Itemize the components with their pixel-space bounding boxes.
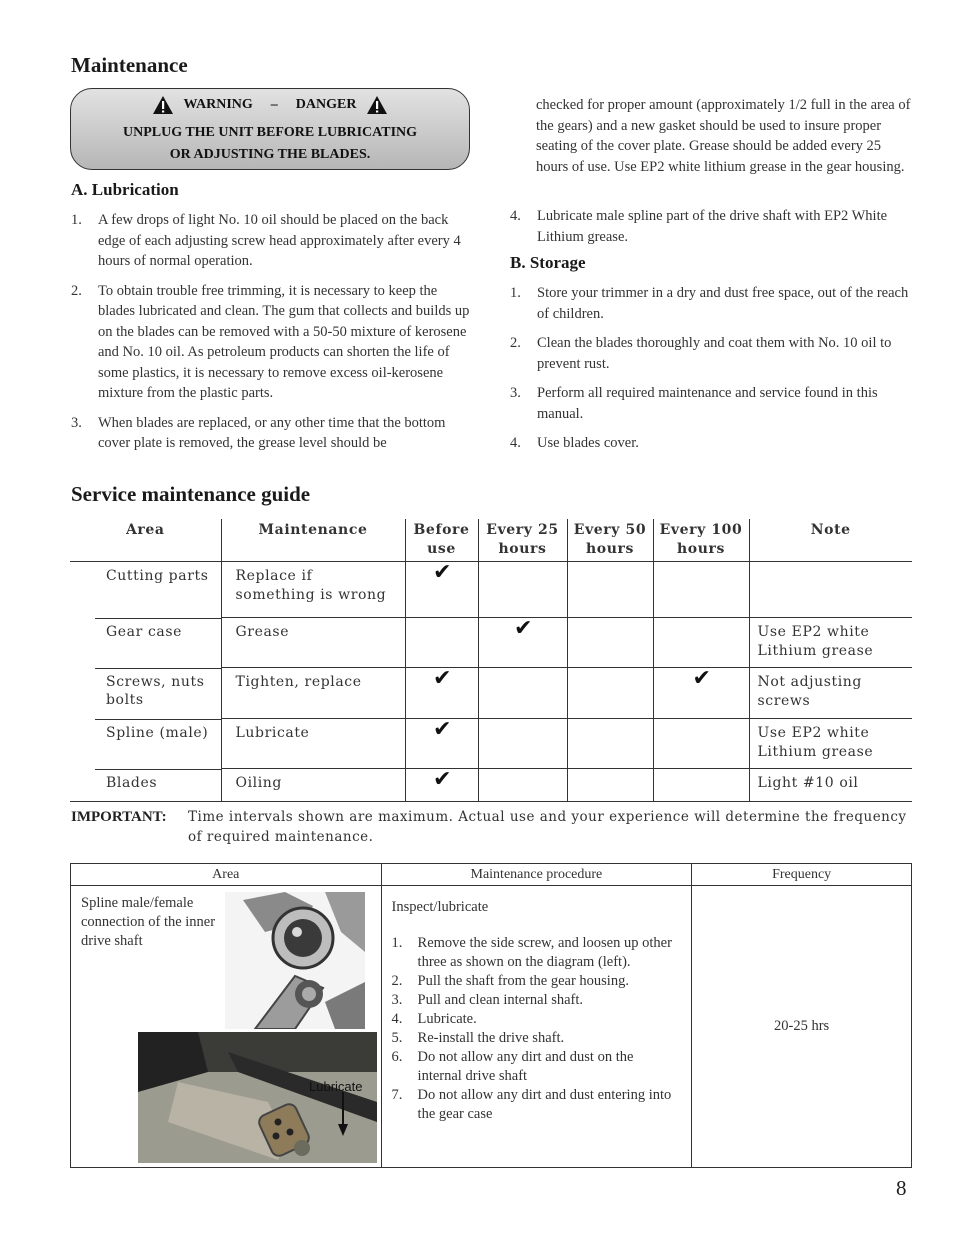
check-cell [567,668,653,719]
check-mark-icon: ✔ [432,560,453,585]
note-cell [749,562,912,618]
check-cell [653,769,749,802]
note-cell: Use EP2 white Lithium grease [749,719,912,769]
storage-heading: B. Storage [510,253,586,272]
area-cell: Cutting parts [70,562,221,618]
service-guide-heading: Service maintenance guide [71,482,311,506]
warning-triangle-icon [152,95,174,115]
table-row [70,719,912,769]
check-cell [653,618,749,668]
lubrication-list-continued [510,206,914,256]
step-number: 4. [391,1011,403,1027]
frequency-cell [692,886,912,1168]
check-cell [405,719,478,769]
procedure-steps [392,934,682,1124]
list-item [392,1086,682,1124]
danger-label: DANGER [295,97,357,112]
service-guide-table [70,519,912,802]
list-item [71,413,471,454]
frequency-value: 20-25 hrs [774,1018,830,1034]
page-number: 8 [896,1176,907,1200]
note-cell: Not adjusting screws [749,668,912,719]
item-text: Use blades cover. [537,435,639,451]
check-mark-icon: ✔ [432,767,453,792]
area-cell: Blades [70,769,221,802]
warning-dash: – [270,97,278,112]
check-cell [405,769,478,802]
check-cell [478,618,567,668]
check-mark-icon: ✔ [432,666,453,691]
check-cell [653,719,749,769]
header-before-use: Before use [405,519,478,562]
step-text: Pull and clean internal shaft. [417,992,584,1008]
item-number: 2. [510,335,521,351]
drive-shaft-photo [138,1032,377,1163]
maintenance-cell: Lubricate [221,719,405,769]
item-number: 3. [71,414,82,431]
area-cell: Screws, nuts bolts [70,668,221,719]
table-header-row [70,519,912,562]
item-number: 1. [71,212,82,228]
maintenance-cell: Replace if something is wrong [221,562,405,618]
header-every-25: Every 25 hours [478,519,567,562]
header-note: Note [810,522,851,538]
header-every-100: Every 100 hours [653,519,749,562]
check-cell [478,562,567,618]
check-mark-icon: ✔ [432,717,453,742]
note-cell: Light #10 oil [749,769,912,802]
item-text: Clean the blades thoroughly and coat them with No. 10 oil to prevent rust. [537,335,892,372]
step-text: Do not allow any dirt and dust entering into the gear case [417,1087,672,1122]
area-text: Spline male/female connection of the inner drive shaft [81,895,216,949]
warning-label: WARNING [183,97,253,112]
item-text: Lubricate male spline part of the drive shaft with EP2 White Lithium grease. [537,208,888,245]
item-text: To obtain trouble free trimming, it is necessary to keep the blades lubricated and clean. The gum that collects and builds up on the blades can be removed with a 50-50 mixture of kerosene and No. 10 oil. As petroleum products can shorten the life of some plastics, it is necessary to remove excess oil-kerosene mixture from the plastic parts. [98,282,470,401]
step-number: 6. [391,1049,403,1065]
procedure-intro: Inspect/lubricate [391,899,489,915]
warning-triangle-icon [366,95,388,115]
list-item [510,433,914,454]
table-row [70,668,912,719]
list-item [392,1029,682,1048]
list-item [71,281,471,404]
list-item [71,210,471,272]
step-text: Lubricate. [417,1011,477,1027]
list-item [392,1048,682,1086]
procedure-cell [381,886,692,1168]
item-text: When blades are replaced, or any other time that the bottom cover plate is removed, the grease level should be [98,414,446,451]
warning-line-2: OR ADJUSTING THE BLADES. [169,147,371,162]
header-area: Area [71,864,382,886]
check-mark-icon: ✔ [513,616,534,641]
table-row [70,769,912,802]
lubrication-list [71,210,471,463]
lubricate-label: Lubricate [309,1079,363,1094]
warning-box [70,88,470,170]
area-cell [71,886,382,1168]
lubrication-heading: A. Lubrication [71,180,179,199]
list-item [392,1010,682,1029]
important-text: Time intervals shown are maximum. Actual use and your experience will determine the frequency of required maintenance. [188,809,907,845]
item-number: 2. [71,282,82,299]
warning-line-1: UNPLUG THE UNIT BEFORE LUBRICATING [122,125,418,140]
important-label: IMPORTANT: [71,809,167,825]
check-cell [478,719,567,769]
table-header-row [71,864,912,886]
header-area: Area [70,519,221,562]
check-cell [567,769,653,802]
item-number: 4. [510,208,521,224]
area-cell: Gear case [70,618,221,668]
header-procedure: Maintenance procedure [381,864,692,886]
step-number: 3. [391,992,403,1008]
list-item [510,283,914,324]
item-text: A few drops of light No. 10 oil should be placed on the back edge of each adjusting screw head approximately after every 4 hours of normal operation. [98,212,461,269]
check-cell [478,769,567,802]
item-number: 4. [510,435,521,451]
header-frequency: Frequency [692,864,912,886]
step-text: Pull the shaft from the gear housing. [417,973,629,989]
lubrication-continuation: checked for proper amount (approximately 1/2 full in the area of the gears) and a new gasket should be used to insure proper seating of the cover plate. Grease should be added every 25 hours of use. Use EP2 white lithium grease in the gear housing. [536,97,911,175]
gear-housing-photo [225,892,365,1029]
list-item [510,383,914,424]
step-text: Do not allow any dirt and dust on the internal drive shaft [417,1049,634,1084]
check-cell [405,618,478,668]
table-row [71,886,912,1168]
step-number: 7. [391,1087,403,1103]
check-cell [405,562,478,618]
check-cell [478,668,567,719]
item-text: Store your trimmer in a dry and dust free space, out of the reach of children. [537,285,909,322]
check-cell [567,562,653,618]
table-row [70,618,912,668]
maintenance-cell: Tighten, replace [221,668,405,719]
step-number: 5. [391,1030,403,1046]
list-item [392,934,682,972]
list-item [510,333,914,374]
storage-list [510,283,914,463]
table-row [70,562,912,618]
item-text: Perform all required maintenance and service found in this manual. [537,385,878,422]
list-item [392,991,682,1010]
list-item [510,206,914,247]
maintenance-cell: Oiling [221,769,405,802]
check-mark-icon: ✔ [692,666,712,691]
item-number: 1. [510,285,521,301]
step-text: Re-install the drive shaft. [417,1030,565,1046]
item-number: 3. [510,385,521,401]
maintenance-cell: Grease [221,618,405,668]
note-cell: Use EP2 white Lithium grease [749,618,912,668]
header-maintenance: Maintenance [221,519,405,562]
check-cell [567,618,653,668]
area-cell: Spline (male) [70,719,221,769]
maintenance-heading: Maintenance [71,53,188,77]
list-item [392,972,682,991]
header-every-50: Every 50 hours [567,519,653,562]
check-cell [653,562,749,618]
procedure-table [70,863,912,1168]
step-text: Remove the side screw, and loosen up other three as shown on the diagram (left). [417,935,672,970]
check-cell [567,719,653,769]
step-number: 2. [391,973,403,989]
step-number: 1. [391,935,403,951]
check-cell [653,668,749,719]
check-cell [405,668,478,719]
